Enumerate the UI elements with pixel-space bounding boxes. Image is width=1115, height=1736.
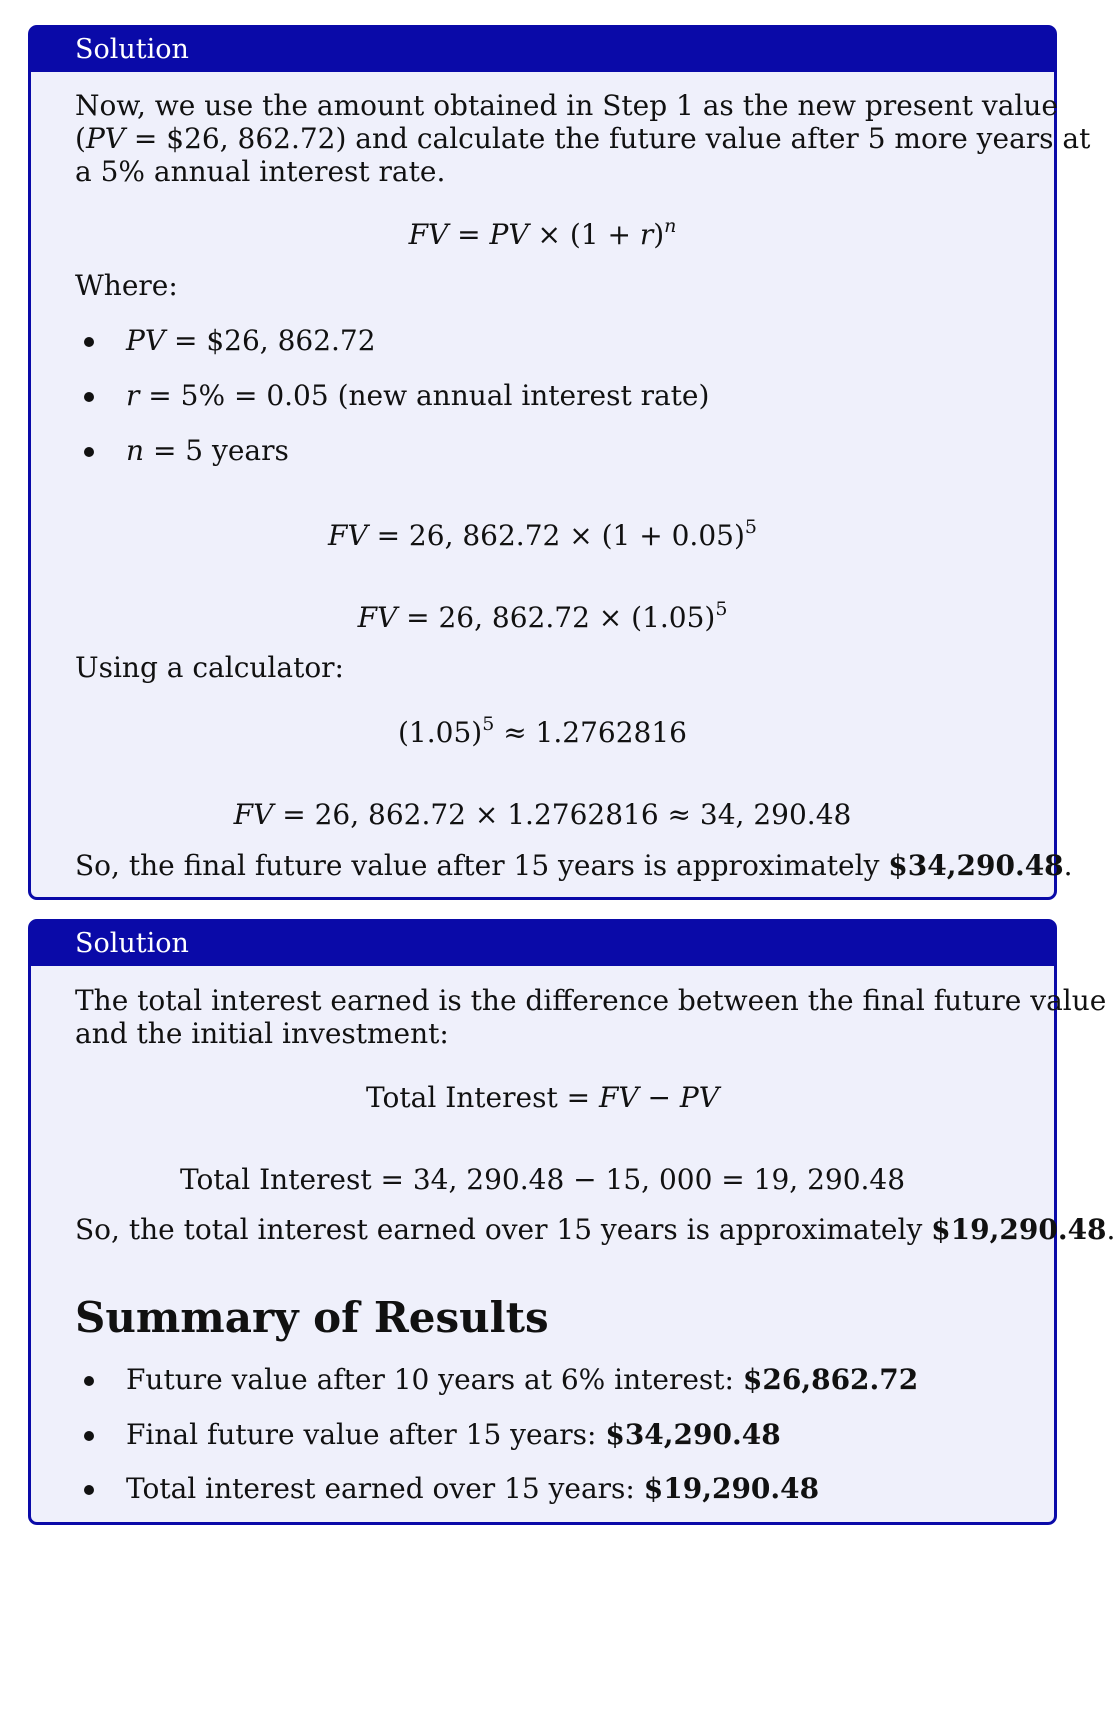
conclusion-1: So, the final future value after 15 years is approximately $34,290.48. <box>75 849 1073 882</box>
interest-formula: Total Interest = FV − PV <box>366 1081 719 1114</box>
list-item-pv: PV = $26, 862.72 <box>126 324 376 357</box>
solution-body-2 <box>31 966 1115 1525</box>
list-item-years: n = 5 years <box>126 434 289 467</box>
equation-4: FV = 26, 862.72 × 1.2762816 ≈ 34, 290.48 <box>233 798 852 831</box>
equation-3: $(1.05)^5 \approx 1.2762816$ <box>398 713 687 749</box>
intro-line-2b: and the initial investment: <box>75 1017 449 1050</box>
calculator-label: Using a calculator: <box>75 651 344 684</box>
summary-heading: Summary of Results <box>75 1293 549 1342</box>
solution-box-1 <box>28 25 1091 900</box>
solution-box-2 <box>28 919 1115 1525</box>
solution-header-2: Solution <box>31 922 1054 966</box>
solution-header-1: Solution <box>31 28 1054 72</box>
solution-body-1 <box>31 72 1091 900</box>
interest-calculation: Total Interest = 34, 290.48 − 15, 000 = 19, 290.48 <box>179 1163 906 1196</box>
where-label: Where: <box>75 269 178 302</box>
conclusion-2: So, the total interest earned over 15 years is approximately $19,290.48. <box>75 1213 1115 1246</box>
equation-2: FV = 26, $862.72 \times (1.05)^5$ <box>357 598 728 634</box>
intro-line-1b: The total interest earned is the difference between the final future value <box>75 984 1107 1017</box>
intro-line-1: Now, we use the amount obtained in Step 1 as the new present value <box>75 89 1058 122</box>
intro-line-2: (PV = $26, 862.72) and calculate the future value after 5 more years at <box>75 122 1091 155</box>
list-item-rate: r = 5% = 0.05 (new annual interest rate) <box>126 379 710 412</box>
general-formula: FV = PV × $(1 + r)^n$ <box>408 215 677 251</box>
summary-item: Final future value after 15 years: $34,290.48 <box>126 1418 781 1451</box>
summary-item: Total interest earned over 15 years: $19,290.48 <box>126 1472 820 1505</box>
summary-item: Future value after 10 years at 6% interest: $26,862.72 <box>126 1363 919 1396</box>
equation-1: FV = 26, $862.72 \times (1 + 0.05)^5$ <box>328 516 757 552</box>
intro-line-3: a 5% annual interest rate. <box>75 155 446 188</box>
